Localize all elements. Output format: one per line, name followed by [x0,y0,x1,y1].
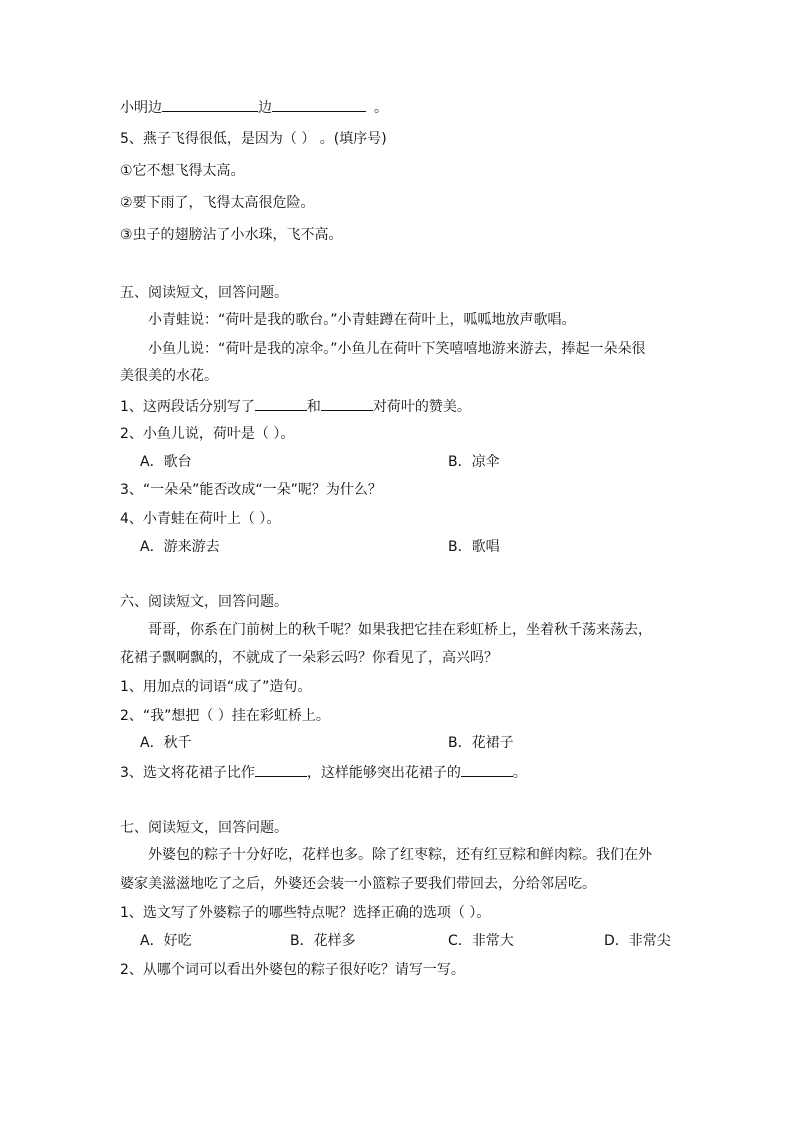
option-b[interactable]: B．凉伞 [448,454,500,470]
section-6-passage-line: 花裙子飘啊飘的，不就成了一朵彩云吗？你看见了，高兴吗？ [120,650,498,666]
section-5-passage-line: 小青蛙说：“荷叶是我的歌台。”小青蛙蹲在荷叶上，呱呱地放声歌唱。 [148,312,576,328]
question-end: 。 [374,100,388,116]
section-5-passage-line: 小鱼儿说：“荷叶是我的凉伞。”小鱼儿在荷叶下笑嘻嘻地游来游去，捧起一朵朵很 [148,341,646,357]
question-5-option-3: ③虫子的翅膀沾了小水珠，飞不高。 [120,227,343,243]
section-5-question-3: 3、“一朵朵”能否改成“一朵”呢？为什么？ [120,482,382,498]
question-text: 3、选文将花裙子比作 [120,765,255,781]
option-c[interactable]: C．非常大 [448,933,514,949]
section-5-question-4: 4、小青蛙在荷叶上（ ）。 [120,511,281,527]
answer-blank[interactable] [255,396,307,411]
section-7-question-2: 2、从哪个词可以看出外婆包的粽子很好吃？请写一写。 [120,962,465,978]
section-6-question-2: 2、“我”想把（ ）挂在彩虹桥上。 [120,708,330,724]
question-text: 对荷叶的赞美。 [372,399,471,415]
section-7-title: 七、阅读短文，回答问题。 [120,820,288,836]
section-7-question-1: 1、选文写了外婆粽子的哪些特点呢？选择正确的选项（ ）。 [120,905,491,921]
question-5: 5、燕子飞得很低，是因为（ ） 。(填序号) [120,131,387,147]
answer-blank[interactable] [321,396,373,411]
option-a[interactable]: A．歌台 [140,454,192,470]
option-b[interactable]: B．歌唱 [448,539,500,555]
question-prefix: 小明边 [120,100,162,116]
section-6-title: 六、阅读短文，回答问题。 [120,594,288,610]
answer-blank[interactable] [272,97,366,112]
section-6-passage-line: 哥哥，你系在门前树上的秋千呢？如果我把它挂在彩虹桥上，坐着秋千荡来荡去， [148,622,652,638]
question-text: 。 [512,765,527,781]
section-5-question-1 [120,396,471,417]
section-7-passage-line: 外婆包的粽子十分好吃，花样也多。除了红枣粽，还有红豆粽和鲜肉粽。我们在外 [148,847,652,863]
option-a[interactable]: A．游来游去 [140,539,220,555]
question-fill-direction [120,97,388,118]
question-text: ，这样能够突出花裙子的 [306,765,461,781]
section-5-title: 五、阅读短文，回答问题。 [120,285,288,301]
option-a[interactable]: A．好吃 [140,933,192,949]
option-b[interactable]: B．花样多 [290,933,356,949]
answer-blank[interactable] [461,762,513,777]
option-d[interactable]: D．非常尖 [604,933,671,949]
answer-blank[interactable] [162,97,258,112]
question-5-option-2: ②要下雨了，飞得太高很危险。 [120,195,315,211]
question-mid: 边 [258,100,272,116]
option-b[interactable]: B．花裙子 [448,735,514,751]
question-5-option-1: ①它不想飞得太高。 [120,163,245,179]
section-5-passage-line: 美很美的水花。 [120,368,218,384]
question-text: 1、这两段话分别写了 [120,399,255,415]
section-6-question-3 [120,762,527,783]
section-6-question-1: 1、用加点的词语“成了”造句。 [120,679,312,695]
option-a[interactable]: A．秋千 [140,735,192,751]
question-text: 和 [306,399,321,415]
answer-blank[interactable] [255,762,307,777]
section-5-question-2: 2、小鱼儿说，荷叶是（ ）。 [120,426,295,442]
section-7-passage-line: 婆家美滋滋地吃了之后，外婆还会装一小篮粽子要我们带回去，分给邻居吃。 [120,876,596,892]
